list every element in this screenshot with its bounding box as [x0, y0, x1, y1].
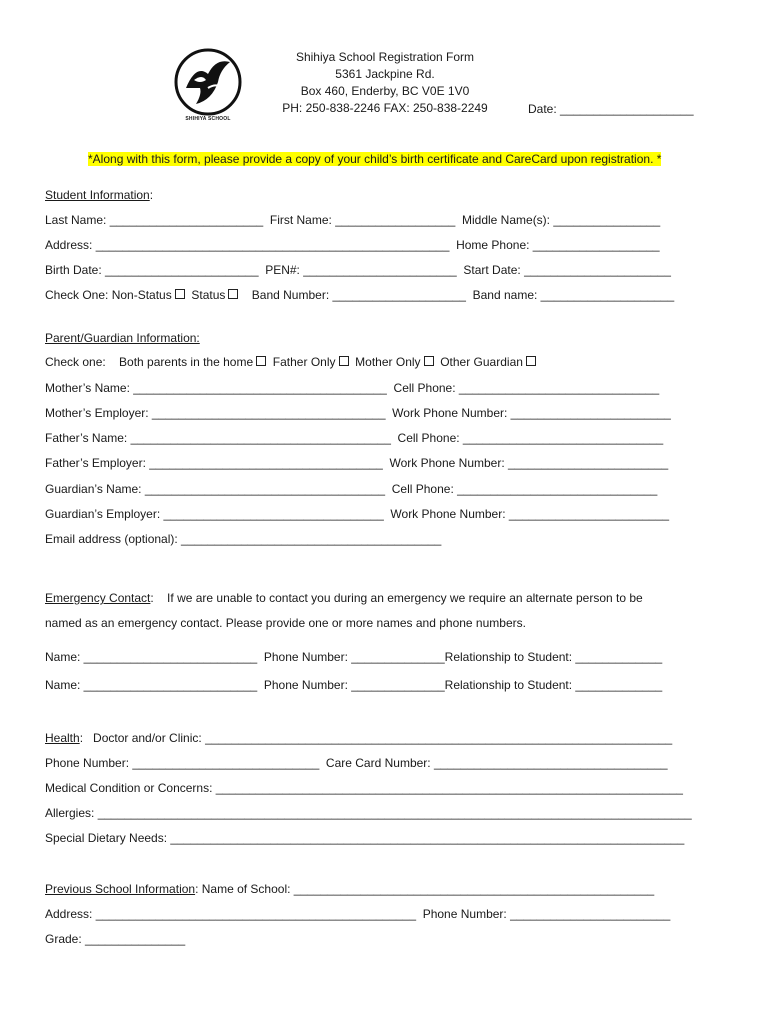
grade-line[interactable]: Grade: _______________: [45, 932, 186, 946]
postal-address: Box 460, Enderby, BC V0E 1V0: [300, 84, 470, 98]
other-guardian-label: Other Guardian: [440, 355, 523, 369]
notice-banner: [88, 152, 661, 166]
health-heading-text: Health: [45, 731, 80, 745]
status-checkbox[interactable]: [228, 289, 238, 299]
health-phone-line[interactable]: Phone Number: ____________________________ Care Card Number: ___________________________________: [45, 756, 668, 770]
guardian-name-line[interactable]: Guardian’s Name: ____________________________________ Cell Phone: ______________________________: [45, 482, 658, 496]
student-status-line: [45, 288, 674, 302]
emergency-contact-line-2[interactable]: Name: __________________________ Phone Number: ______________Relationship to Student: _____________: [45, 678, 663, 692]
check-one-label: Check One: Non-Status: [45, 288, 172, 302]
emergency-heading-text: Emergency Contact: [45, 591, 151, 605]
school-name-line[interactable]: : Name of School: ______________________________________________________: [195, 882, 655, 896]
student-birth-line[interactable]: Birth Date: _______________________ PEN#: _______________________ Start Date: ______________________: [45, 263, 671, 277]
doctor-line[interactable]: : Doctor and/or Clinic: ______________________________________________________________________: [79, 731, 673, 745]
parent-section-heading: Parent/Guardian Information:: [45, 331, 200, 345]
emergency-intro-1: : If we are unable to contact you during an emergency we require an alternate person to be: [150, 591, 643, 605]
other-guardian-checkbox[interactable]: [526, 356, 536, 366]
student-section-heading: [45, 188, 153, 202]
allergies-line[interactable]: Allergies: _________________________________________________________________________________________: [45, 806, 692, 820]
school-logo: [172, 44, 244, 130]
previous-heading-text: Previous School Information: [45, 882, 196, 896]
mother-only-checkbox[interactable]: [424, 356, 434, 366]
previous-school-heading: [45, 882, 654, 896]
both-parents-checkbox[interactable]: [256, 356, 266, 366]
non-status-checkbox[interactable]: [175, 289, 185, 299]
student-heading-colon: :: [149, 188, 154, 202]
email-line[interactable]: Email address (optional): _______________________________________: [45, 532, 442, 546]
mother-name-line[interactable]: Mother’s Name: ______________________________________ Cell Phone: ______________________________: [45, 381, 660, 395]
father-name-line[interactable]: Father’s Name: _______________________________________ Cell Phone: ______________________________: [45, 431, 664, 445]
date-field[interactable]: Date: ____________________: [528, 102, 694, 116]
dietary-needs-line[interactable]: Special Dietary Needs: _____________________________________________________________________________: [45, 831, 685, 845]
status-label: Status: [191, 288, 226, 302]
student-name-line[interactable]: Last Name: _______________________ First Name: __________________ Middle Name(s): ________________: [45, 213, 661, 227]
logo-text: SHIHIYA SCHOOL: [185, 116, 231, 122]
notice-text: *Along with this form, please provide a copy of your child’s birth certificate and CareCard upon registration. *: [88, 152, 662, 166]
medical-condition-line[interactable]: Medical Condition or Concerns: ______________________________________________________________________: [45, 781, 683, 795]
emergency-contact-line-1[interactable]: Name: __________________________ Phone Number: ______________Relationship to Student: _____________: [45, 650, 663, 664]
parent-check-line: [45, 355, 536, 369]
father-employer-line[interactable]: Father’s Employer: ___________________________________ Work Phone Number: ________________________: [45, 456, 669, 470]
father-only-checkbox[interactable]: [339, 356, 349, 366]
mother-only-label: Mother Only: [355, 355, 421, 369]
band-fields[interactable]: Band Number: ____________________ Band name: ____________________: [251, 288, 675, 302]
previous-address-line[interactable]: Address: ________________________________________________ Phone Number: ________________________: [45, 907, 671, 921]
student-heading-text: Student Information: [45, 188, 150, 202]
student-address-line[interactable]: Address: _____________________________________________________ Home Phone: ___________________: [45, 238, 660, 252]
guardian-employer-line[interactable]: Guardian’s Employer: _________________________________ Work Phone Number: ________________________: [45, 507, 670, 521]
emergency-intro-2: named as an emergency contact. Please provide one or more names and phone numbers.: [45, 616, 526, 630]
health-section-heading: [45, 731, 672, 745]
mother-employer-line[interactable]: Mother’s Employer: ___________________________________ Work Phone Number: ________________________: [45, 406, 671, 420]
emergency-section-heading: [45, 591, 643, 605]
school-name: Shihiya School Registration Form: [295, 50, 475, 64]
phone-fax: PH: 250-838-2246 FAX: 250-838-2249: [282, 101, 488, 115]
street-address: 5361 Jackpine Rd.: [335, 67, 435, 81]
both-parents-label: Check one: Both parents in the home: [45, 355, 254, 369]
father-only-label: Father Only: [272, 355, 336, 369]
